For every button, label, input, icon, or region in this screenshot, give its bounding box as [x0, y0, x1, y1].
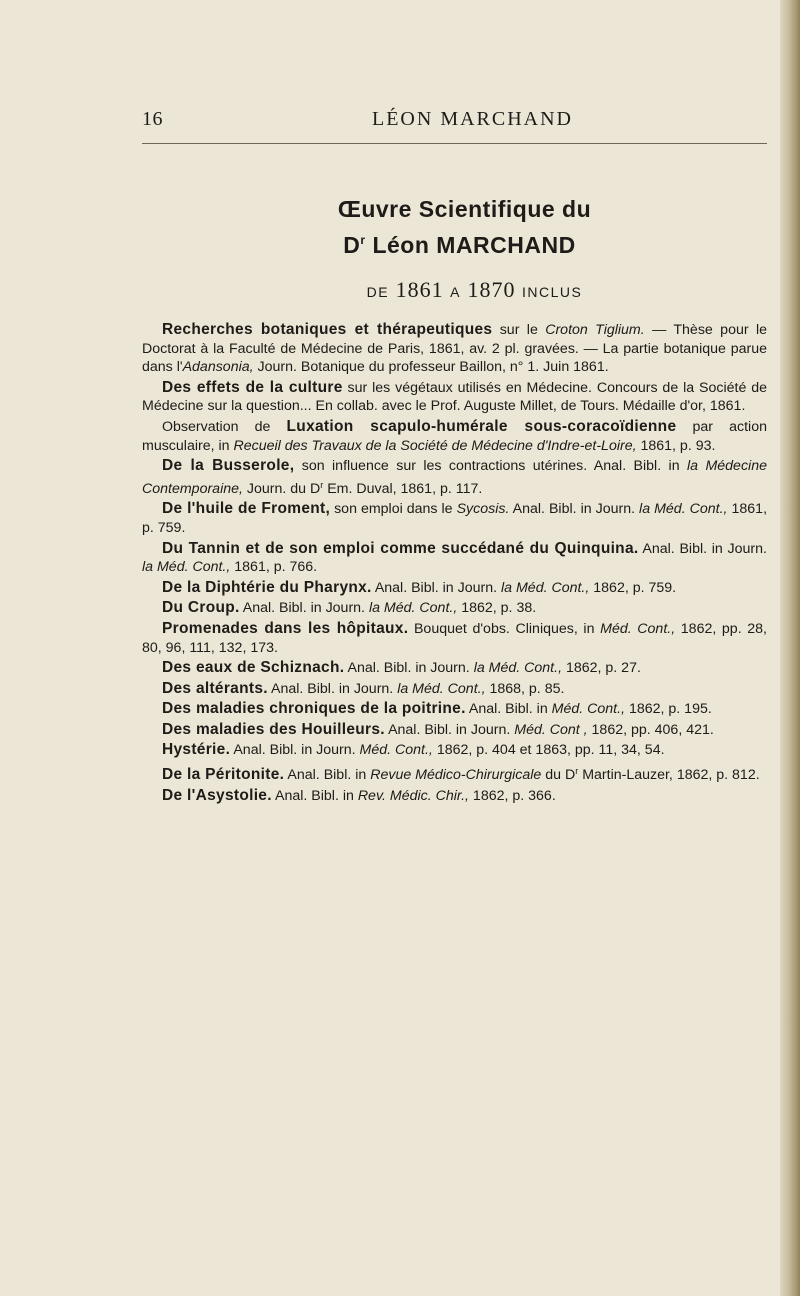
page-edge — [780, 0, 800, 1296]
title-dr-sup: r — [360, 233, 366, 247]
entry-5: De l'huile de Froment, son emploi dans le Sycosis. Anal. Bibl. in Journ. la Méd. Cont., 1861, p. 759. — [142, 500, 768, 536]
page-number: 16 — [142, 108, 163, 130]
dates-prefix: DE — [366, 284, 390, 300]
entry-4: De la Busserole, son influence sur les contractions utérines. Anal. Bibl. in la Médecine Contemporaine, Journ. du $D^r$ Em. Duval, 1861, p. 117. — [142, 457, 767, 497]
running-head-author: LÉON MARCHAND — [372, 108, 573, 130]
entry-8: Du Croup. Anal. Bibl. in Journ. la Méd. Cont., 1862, p. 38. — [162, 599, 537, 617]
entry-15: De la Péritonite. Anal. Bibl. in Revue Médico-Chirurgicale du $D^r$ Martin-Lauzer, 1862, p. 812. — [162, 766, 760, 784]
year-start: 1861 — [395, 277, 444, 302]
title-line-2 — [142, 232, 767, 259]
entry-3: Observation de Luxation scapulo-humérale sous-coracoïdienne par action musculaire, in Recueil des Travaux de la Société de Médecine d'Indre-et-Loire, 1861, p. 93. — [142, 417, 767, 454]
entry-7: De la Diphtérie du Pharynx. Anal. Bibl. in Journ. la Méd. Cont., 1862, p. 759. — [162, 578, 677, 596]
entry-10: Des eaux de Schiznach. Anal. Bibl. in Journ. la Méd. Cont., 1862, p. 27. — [162, 659, 641, 677]
entry-1: Recherches botaniques et thérapeutiques sur le Croton Tiglium. — Thèse pour le Doctorat à la Faculté de Médecine de Paris, 1861, av. 2 pl. gravées. — La partie botanique parue dans l'Adansonia, Journ. Botanique du professeur Baillon, n° 1. Juin 1861. — [142, 321, 767, 376]
entry-13: Des maladies des Houilleurs. Anal. Bibl. in Journ. Méd. Cont , 1862, pp. 406, 421. — [162, 720, 714, 738]
year-end: 1870 — [467, 277, 516, 302]
entry-9: Promenades dans les hôpitaux. Bouquet d'obs. Cliniques, in Méd. Cont., 1862, pp. 28, 80, 96, 111, 132, 173. — [142, 619, 767, 656]
title-dr: D — [343, 232, 361, 258]
title-dates — [142, 277, 767, 303]
entry-2: Des effets de la culture sur les végétaux utilisés en Médecine. Concours de la Société de Médecine sur la question... En collab. avec le Prof. Auguste Millet, de Tours. Médaille d'or, 1861. — [142, 378, 767, 415]
running-head — [142, 108, 767, 138]
header-rule — [142, 143, 767, 144]
dates-suffix: INCLUS — [521, 284, 583, 300]
title-line-1: Œuvre Scientifique du — [337, 196, 592, 222]
entry-16: De l'Asystolie. Anal. Bibl. in Rev. Médic. Chir., 1862, p. 366. — [162, 786, 556, 804]
entry-6: Du Tannin et de son emploi comme succédané du Quinquina. Anal. Bibl. in Journ. la Méd. Cont., 1861, p. 766. — [142, 539, 767, 576]
dates-mid: A — [450, 284, 461, 300]
entry-11: Des altérants. Anal. Bibl. in Journ. la Méd. Cont., 1868, p. 85. — [162, 679, 565, 697]
title-name: Léon MARCHAND — [365, 232, 576, 258]
entry-14: Hystérie. Anal. Bibl. in Journ. Méd. Cont., 1862, p. 404 et 1863, pp. 11, 34, 54. — [162, 741, 665, 759]
entry-12: Des maladies chroniques de la poitrine. Anal. Bibl. in Méd. Cont., 1862, p. 195. — [162, 700, 712, 718]
bibliography-list — [142, 321, 768, 807]
title-block — [142, 196, 767, 303]
